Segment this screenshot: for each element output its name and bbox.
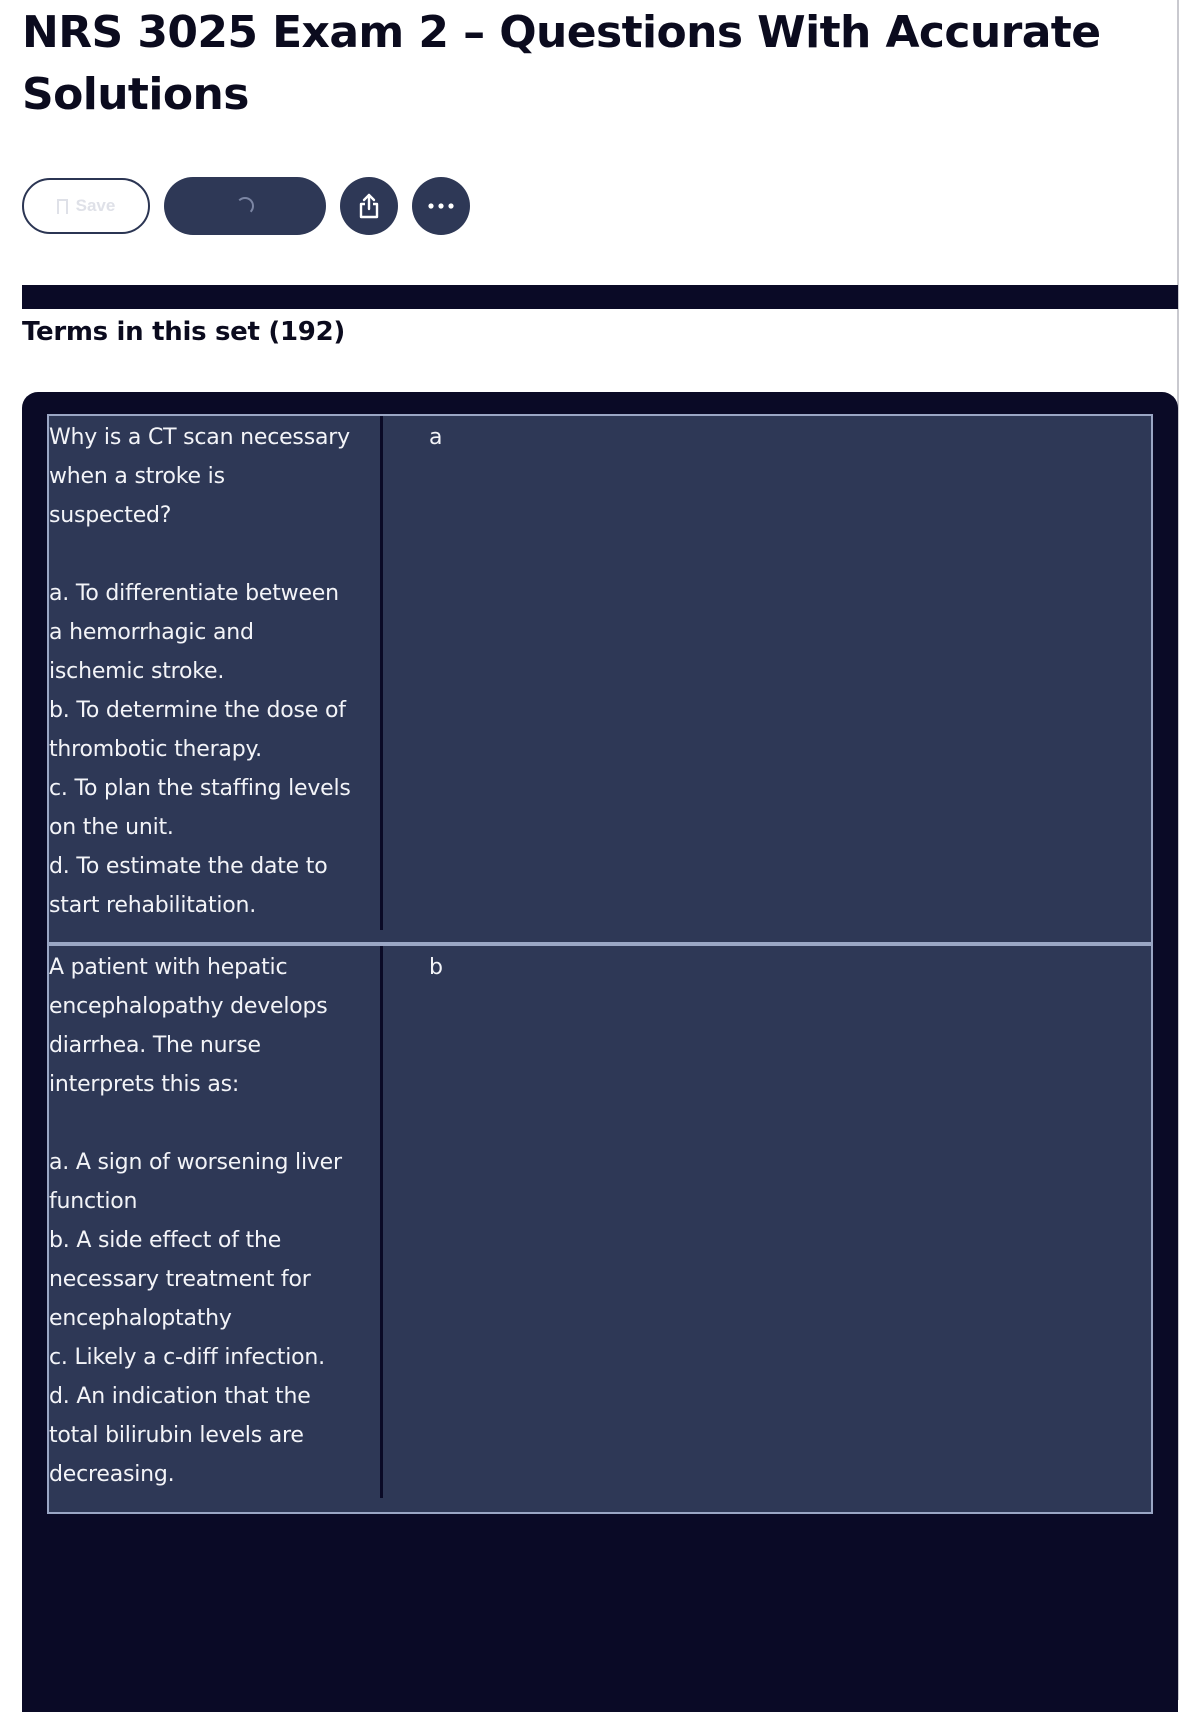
term-card bbox=[47, 414, 1153, 944]
definition-text: a bbox=[429, 425, 443, 450]
page-title: NRS 3025 Exam 2 – Questions With Accurate Solutions bbox=[22, 7, 1101, 120]
more-options-button[interactable] bbox=[412, 177, 470, 235]
section-divider bbox=[22, 285, 1178, 309]
loading-spinner-icon bbox=[236, 197, 254, 215]
save-button[interactable] bbox=[22, 178, 150, 234]
term-text: A patient with hepatic encephalopathy develops diarrhea. The nurse interprets this as: a. A sign of worsening liver function b. A side effect of the necessary treatment for encephaloptathy c. Likely a c-diff infection. d. An indication that the total bilirubin levels are decreasing. bbox=[49, 955, 342, 1487]
more-horizontal-icon bbox=[427, 202, 455, 210]
save-button-label: Save bbox=[75, 196, 116, 215]
terms-list bbox=[22, 392, 1178, 1712]
term-card bbox=[47, 944, 1153, 1514]
share-button[interactable] bbox=[340, 177, 398, 235]
column-divider bbox=[380, 416, 383, 930]
study-button[interactable] bbox=[164, 177, 326, 235]
set-actions-toolbar bbox=[22, 175, 484, 237]
bookmark-icon bbox=[57, 199, 68, 214]
share-icon bbox=[356, 192, 382, 220]
term-text: Why is a CT scan necessary when a stroke is suspected? a. To differentiate between a hemorrhagic and ischemic stroke. b. To determine the dose of thrombotic therapy. c. To plan the staffing levels on the unit. d. To estimate the date to start rehabilitation. bbox=[49, 425, 351, 918]
terms-count-heading: Terms in this set (192) bbox=[22, 317, 345, 347]
definition-text: b bbox=[429, 955, 443, 980]
column-divider bbox=[380, 946, 383, 1498]
